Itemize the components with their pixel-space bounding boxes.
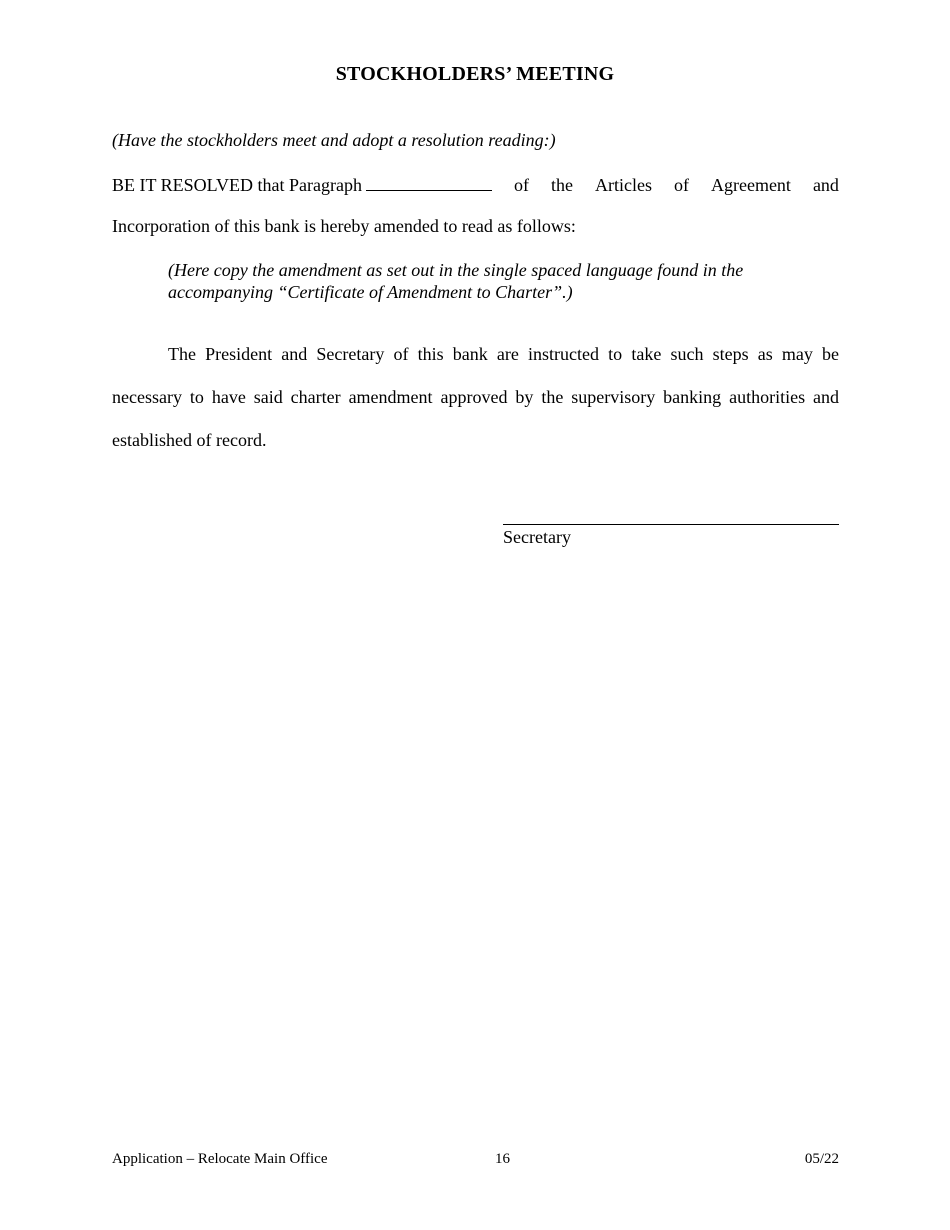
resolution-word: of	[513, 175, 529, 195]
signature-label: Secretary	[503, 527, 571, 547]
footer-page-number: 16	[495, 1151, 510, 1167]
page-title: STOCKHOLDERS’ MEETING	[335, 63, 615, 85]
resolution-word: Agreement	[710, 175, 791, 195]
resolution-word: of	[673, 175, 689, 195]
resolution-lead	[112, 173, 492, 196]
amendment-copy-note: (Here copy the amendment as set out in the single spaced language found in the accompanying “Certificate of Amendment to Charter”.)	[168, 260, 744, 302]
resolution-word: Articles	[594, 175, 652, 195]
paragraph-blank-field[interactable]	[366, 173, 492, 191]
resolution-line	[112, 173, 839, 196]
footer-revision-date: 05/22	[804, 1151, 839, 1167]
signature-line[interactable]	[503, 524, 839, 525]
instruction-text: (Have the stockholders meet and adopt a resolution reading:)	[112, 130, 556, 150]
footer-document-name: Application – Relocate Main Office	[112, 1151, 328, 1167]
resolution-continuation: Incorporation of this bank is hereby amended to read as follows:	[112, 216, 576, 236]
resolution-prefix: BE IT RESOLVED that Paragraph	[112, 175, 362, 195]
instruction-paragraph: The President and Secretary of this bank are instructed to take such steps as may be necessary to have said charter amendment approved by the supervisory banking authorities and established of record.	[112, 344, 839, 450]
resolution-word: the	[550, 175, 573, 195]
resolution-word: and	[812, 175, 839, 195]
